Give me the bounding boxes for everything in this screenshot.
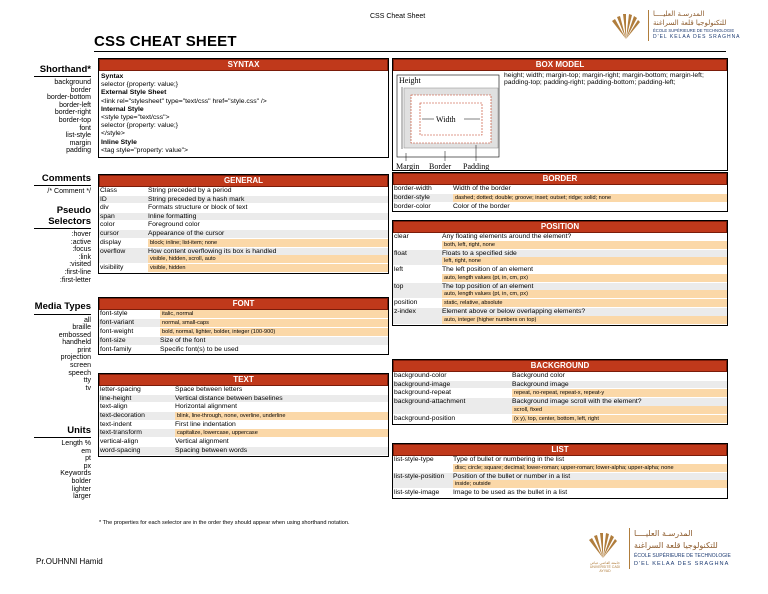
unit-item: lighter [71,485,91,493]
property-description: How content overflowing its box is handled [148,247,277,255]
property-name: list-style-type [394,456,434,463]
property-info [512,415,727,423]
width-label: Width [436,115,456,124]
property-values: repeat, no-repeat, repeat-x, repeat-y [512,389,727,397]
property-description: Floats to a specified side [442,249,517,257]
property-description: Any floating elements around the element? [442,233,572,240]
shorthand-property: border-right [54,109,91,117]
logo-bottom-arabic-line1: المدرسـة العليــــا [634,529,693,538]
table-row [393,415,727,424]
property-info [175,403,388,411]
pseudo-selector: :focus [72,246,91,254]
shorthand-property: border [70,86,91,94]
table-row [393,299,727,308]
property-description: Inline formatting [148,212,197,220]
property-info [175,395,388,403]
media-type: tv [85,384,91,392]
background-header: BACKGROUND [393,360,727,372]
shorthand-property: font [79,124,91,132]
logo-university-caption: جامعة القاضي عياض UNIVERSITÉ CADI AYYAD [589,560,621,573]
table-row [393,283,727,300]
syntax-code-line: <link rel="stylesheet" type="text/css" href="style.css" /> [101,97,267,105]
table-row [99,196,388,205]
property-description: Spacing between words [175,446,248,454]
pseudo-title: Pseudo Selectors [34,206,91,229]
property-info [148,213,388,221]
shorthand-property: list-style [65,132,91,140]
property-info [442,299,727,307]
property-name: text-align [100,403,128,411]
property-name: overflow [100,247,126,255]
table-row [99,204,388,213]
logo-bottom-french-line1: ÉCOLE SUPÉRIEURE DE TECHNOLOGIE [634,553,731,559]
property-info [453,203,727,211]
shorthand-property: border-left [59,101,91,109]
property-description: String preceded by a hash mark [148,195,245,203]
box-model-header: BOX MODEL [393,59,727,71]
property-info [175,386,388,394]
table-row [393,398,727,415]
comment-syntax: /* Comment */ [47,188,91,195]
table-row [99,395,388,404]
property-description: First line indentation [175,420,236,428]
logo-french-line1: ÉCOLE SUPÉRIEURE DE TECHNOLOGIE [653,28,735,33]
property-description: Image to be used as the bullet in a list [453,489,568,497]
logo-arabic-line2: للتكنولوجيا قلعة السراغنة [653,19,727,27]
syntax-code-line: <tag style="property: value"> [101,146,189,154]
media-type: embossed [58,331,91,339]
property-name: text-transform [100,429,142,437]
property-info [160,328,388,336]
property-description: The left position of an element [442,266,534,274]
units-title: Units [34,425,91,438]
property-info [148,248,388,264]
pseudo-panel [34,206,91,284]
syntax-code-line: selector {property: value;} [101,81,179,89]
property-info [453,194,727,202]
border-header: BORDER [393,173,727,185]
table-row [393,456,727,473]
unit-item: em [81,447,91,455]
unit-item: larger [73,493,91,501]
table-row [99,328,388,337]
property-values: visible, hidden, scroll, auto [148,255,388,263]
property-values: both, left, right, none [442,241,727,249]
school-logo-top [608,10,741,41]
table-row [393,489,727,498]
property-description: String preceded by a period [148,187,232,194]
property-info [160,310,388,318]
property-info [512,372,727,380]
property-name: border-width [394,185,432,192]
media-type: speech [68,369,91,377]
property-info [160,337,388,345]
property-values: capitalize, lowercase, uppercase [175,429,388,437]
property-info [148,264,388,272]
title-divider [94,51,726,52]
media-type: print [77,346,91,354]
table-row [393,381,727,390]
property-info [453,185,727,193]
table-row [393,185,727,194]
shorthand-panel [34,64,91,155]
property-name: cursor [100,229,119,237]
pseudo-selector: :active [70,238,91,246]
pseudo-selector: :visited [69,261,91,269]
box-model-diagram [396,73,500,171]
property-values: auto, integer (higher numbers on top) [442,316,727,324]
property-name: text-decoration [100,411,145,419]
table-row [99,187,388,196]
media-type: all [83,316,91,324]
property-info [148,196,388,204]
media-type: projection [60,354,91,362]
units-panel [34,425,91,501]
property-name: font-variant [100,319,135,326]
shorthand-property: padding [66,147,91,155]
property-name: list-style-position [394,472,445,480]
table-row [99,213,388,222]
property-info [160,319,388,327]
property-info [148,239,388,247]
comments-title: Comments [34,173,91,186]
property-values: bold, normal, lighter, bolder, integer (100-900) [160,328,388,336]
syntax-header: SYNTAX [99,59,388,71]
school-emblem-icon-bottom [585,530,621,560]
property-description: Foreground color [148,221,200,229]
border-section [392,172,728,212]
table-row [393,194,727,203]
property-name: z-index [394,308,416,316]
table-row [99,337,388,346]
author-name: Pr.OUHNNI Hamid [36,557,103,566]
property-name: border-style [394,193,430,201]
shorthand-property: border-bottom [47,94,91,102]
property-name: letter-spacing [100,386,141,393]
property-name: text-indent [100,420,132,428]
property-description: Horizontal alignment [175,403,237,411]
property-name: font-style [100,310,128,317]
table-row [393,203,727,212]
table-row [99,403,388,412]
property-info [160,346,388,354]
table-row [99,438,388,447]
property-values: disc; circle; square; decimal; lower-roman; upper-roman; lower-alpha; upper-alpha; none [453,464,727,472]
box-model-properties: height; width; margin-top; margin-right; margin-bottom; margin-left; padding-top; padding-right; padding-bottom; padding-left; [504,72,704,87]
table-row [99,239,388,248]
table-row [99,264,388,273]
background-section [392,359,728,425]
property-name: word-spacing [100,446,141,454]
syntax-code-line: </style> [101,130,125,138]
general-section [98,174,389,274]
property-name: div [100,204,109,212]
property-values: left, right, none [442,257,727,265]
property-name: font-weight [100,328,134,335]
property-name: float [394,249,407,257]
property-name: background-color [394,372,447,379]
property-values: scroll, fixed [512,406,727,414]
box-model-section [392,58,728,171]
property-name: list-style-image [394,489,440,497]
property-description: Background color [512,372,565,379]
height-label: Height [399,76,421,85]
property-info [512,398,727,414]
property-info [148,187,388,195]
property-name: Class [100,187,117,194]
font-header: FONT [99,298,388,310]
font-section [98,297,389,355]
property-info [148,221,388,229]
table-row [393,372,727,381]
shorthand-property: background [54,79,91,86]
property-name: visibility [100,264,124,272]
syntax-heading: Inline Style [101,138,137,146]
table-row [393,250,727,267]
property-description: Space between letters [175,386,243,393]
general-header: GENERAL [99,175,388,187]
comments-panel [34,173,91,196]
unit-item: bolder [71,477,91,485]
syntax-section [98,58,389,158]
table-row [99,248,388,265]
property-name: display [100,238,122,246]
media-title: Media Types [34,302,91,315]
property-name: color [100,221,115,229]
table-row [393,389,727,398]
school-logo-bottom [585,528,731,573]
property-values: block; inline; list-item; none [148,239,388,247]
property-name: top [394,282,404,290]
unit-item: px [83,462,91,470]
property-values: auto, length values (pt, in, cm, px) [442,290,727,298]
property-description: Width of the border [453,185,511,192]
property-info [512,381,727,389]
footnote: * The properties for each selector are in the order they should appear when using shorthand notation. [99,520,350,526]
property-values: visible, hidden [148,264,388,272]
pseudo-selector: :link [78,253,91,261]
unit-item: pt [85,455,91,463]
property-description: Element above or below overlapping elements? [442,308,586,316]
table-row [393,308,727,325]
logo-arabic-line1: المدرسـة العليــــا [653,10,705,18]
property-info [442,250,727,266]
property-info [175,421,388,429]
school-emblem-icon [608,11,644,41]
table-row [99,421,388,430]
table-row [99,319,388,328]
list-section [392,443,728,499]
property-name: background-attachment [394,398,466,406]
property-values: dashed; dotted; double; groove; inset; outset; ridge; solid; none [453,194,727,202]
property-description: Appearance of the cursor [148,229,225,237]
property-name: font-size [100,337,126,344]
position-header: POSITION [393,221,727,233]
property-name: vertical-align [100,438,139,446]
padding-label: Padding [463,162,490,171]
property-description: Formats structure or block of text [148,204,248,212]
property-name: position [394,299,418,307]
property-info [148,204,388,212]
property-info [175,447,388,455]
property-info [175,412,388,420]
shorthand-property: border-top [58,116,91,124]
property-info [175,438,388,446]
media-type: screen [69,362,91,370]
media-type: braille [72,324,91,332]
property-name: ID [100,195,107,203]
media-type: tty [83,377,91,385]
logo-bottom-french-line2: D'EL KELAA DES SRAGHNA [634,561,730,567]
list-header: LIST [393,444,727,456]
margin-label: Margin [396,162,420,171]
pseudo-selector: :first-line [64,268,91,276]
property-values: static, relative, absolute [442,299,727,307]
media-type: handheld [62,339,91,347]
unit-item: Length % [61,440,91,447]
table-row [99,412,388,421]
table-row [99,230,388,239]
property-description: Vertical distance between baselines [175,394,283,402]
property-description: Vertical alignment [175,438,229,446]
logo-french-line2: D'EL KELAA DES SRAGHNA [653,34,741,40]
property-info [442,308,727,324]
table-row [393,233,727,250]
syntax-heading: External Style Sheet [101,89,167,97]
logo-bottom-arabic-line2: للتكنولوجيا قلعة السراغنة [634,541,718,550]
syntax-code-line: <style type="text/css"> [101,114,170,122]
property-description: Color of the border [453,202,510,210]
shorthand-title: Shorthand* [34,64,91,77]
property-description: Type of bullet or numbering in the list [453,456,565,463]
property-name: font-family [100,345,132,353]
property-description: The top position of an element [442,282,534,290]
property-info [175,429,388,437]
property-info [442,233,727,249]
syntax-code-line: selector {property: value;} [101,122,179,130]
property-info [453,489,727,497]
property-values: inside; outside [453,480,727,488]
property-info [442,283,727,299]
table-row [99,447,388,456]
property-info [453,456,727,472]
page-title: CSS CHEAT SHEET [94,33,237,50]
property-values: (x y), top, center, bottom, left, right [512,415,727,423]
property-description: Specific font(s) to be used [160,345,239,353]
property-name: clear [394,233,409,240]
media-panel [34,302,91,392]
syntax-heading: Internal Style [101,105,144,113]
table-row [99,310,388,319]
table-row [99,429,388,438]
pseudo-selector: :first-letter [59,276,91,284]
property-name: background-position [394,414,456,422]
border-label: Border [429,162,452,171]
syntax-heading: Syntax [101,73,124,80]
property-info [453,473,727,489]
table-row [99,386,388,395]
property-info [442,266,727,282]
property-name: background-image [394,380,451,388]
property-values: normal, small-caps [160,319,388,327]
property-description: Size of the font [160,337,206,344]
property-description: Background image scroll with the element? [512,398,642,406]
table-row [393,473,727,490]
pseudo-selector: :hover [71,231,91,238]
property-description: Position of the bullet or number in a list [453,472,571,480]
property-description: Background image [512,380,569,388]
table-row [99,221,388,230]
property-values: italic, normal [160,310,388,318]
property-info [512,389,727,397]
doc-title: CSS Cheat Sheet [370,13,426,20]
property-info [148,230,388,238]
table-row [99,346,388,355]
text-section [98,373,389,457]
property-name: span [100,212,115,220]
property-name: background-repeat [394,389,452,397]
property-name: left [394,266,404,274]
unit-item: Keywords [60,470,91,478]
property-values: blink, line-through, none, overline, underline [175,412,388,420]
property-name: line-height [100,394,132,402]
property-name: border-color [394,202,431,210]
shorthand-property: margin [69,139,91,147]
table-row [393,266,727,283]
text-header: TEXT [99,374,388,386]
position-section [392,220,728,326]
property-values: auto, length values (pt, in, cm, px) [442,274,727,282]
